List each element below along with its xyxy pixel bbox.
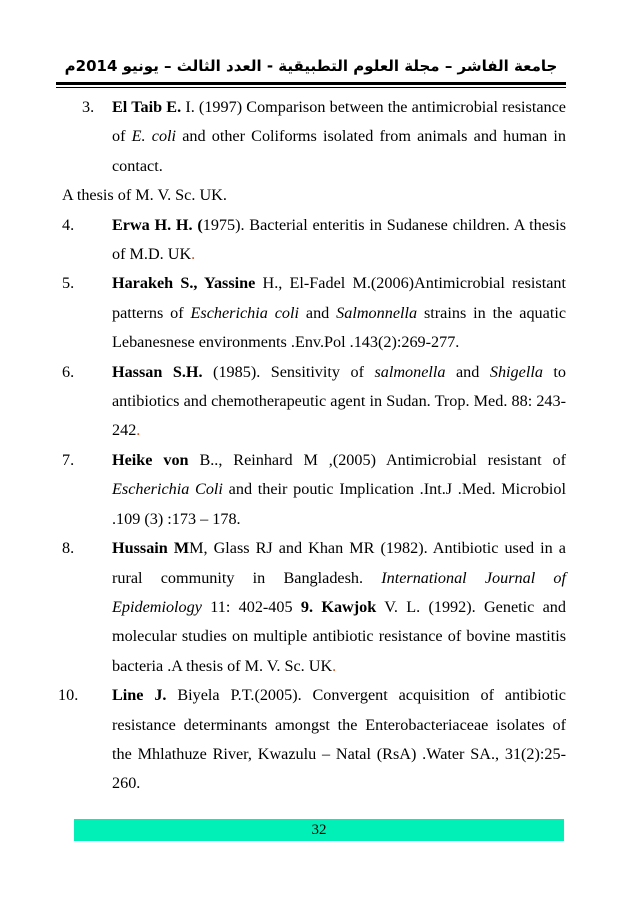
reference-author: Kawjok bbox=[321, 597, 377, 616]
reference-italic: Salmonnella bbox=[336, 303, 418, 322]
reference-text: 11: 402-405 bbox=[201, 597, 301, 616]
reference-italic: Escherichia coli bbox=[190, 303, 299, 322]
reference-text: M, Glass RJ and Khan MR (1982). Antibiotic used in a rural community in Bangladesh. bbox=[112, 539, 566, 587]
page-number-bar bbox=[74, 819, 564, 841]
reference-text: and other Coliforms isolated from animals and human in contact. bbox=[112, 127, 566, 175]
reference-italic: E. coli bbox=[131, 127, 177, 146]
reference-number-9: 9. bbox=[300, 597, 314, 616]
reference-6 bbox=[62, 358, 566, 446]
reference-7 bbox=[62, 446, 566, 534]
reference-author: Harakeh S., Yassine bbox=[112, 274, 256, 293]
reference-text: to antibiotics and chemotherapeutic agent in Sudan. Trop. Med. 88: 243-242 bbox=[112, 362, 566, 440]
reference-italic: Escherichia Coli bbox=[112, 480, 223, 499]
header-rule-thin bbox=[56, 87, 566, 88]
reference-10 bbox=[58, 681, 566, 799]
reference-text: and bbox=[299, 303, 337, 322]
reference-3 bbox=[62, 93, 566, 181]
reference-number: 5. bbox=[62, 274, 75, 293]
reference-text: . bbox=[191, 245, 196, 264]
reference-text: (1985). Sensitivity of bbox=[202, 362, 375, 381]
reference-text: I. (1997) Comparison between the antimicrobial resistance of bbox=[112, 98, 566, 146]
reference-number: 8. bbox=[62, 539, 75, 558]
reference-author: Hassan S.H. bbox=[112, 362, 203, 381]
reference-number: 3. bbox=[82, 98, 95, 116]
reference-4 bbox=[62, 211, 566, 270]
reference-number: 6. bbox=[62, 362, 75, 381]
reference-text: V. L. (1992). Genetic and molecular studies on multiple antibiotic resistance of bovine mastitis bacteria .A thesis of M. V. Sc. UK bbox=[112, 597, 566, 675]
reference-italic: salmonella bbox=[374, 362, 446, 381]
reference-author: Hussain M bbox=[112, 539, 190, 558]
reference-italic: International Journal of Epidemiology bbox=[112, 568, 566, 616]
reference-number: 4. bbox=[62, 215, 75, 234]
reference-text: 1975). Bacterial enteritis in Sudanese children. A thesis of M.D. UK bbox=[112, 215, 566, 264]
reference-text: and their poutic Implication .Int.J .Med. Microbiol .109 (3) :173 – 178. bbox=[112, 480, 566, 528]
reference-text: . bbox=[136, 421, 141, 440]
reference-8 bbox=[62, 534, 566, 681]
reference-author: El Taib E. bbox=[112, 98, 182, 116]
reference-text: strains in the aquatic Lebanesnese environments .Env.Pol .143(2):269-277. bbox=[112, 303, 567, 352]
reference-number: 10. bbox=[58, 686, 79, 705]
reference-italic: Shigella bbox=[489, 362, 543, 381]
reference-text: . bbox=[332, 656, 337, 675]
header-rule-thick bbox=[56, 82, 566, 85]
reference-author: Heike von bbox=[112, 450, 189, 469]
journal-header: جامعة الفاشر – مجلة العلوم التطبيقية - العدد الثالث – يونيو 2014م bbox=[64, 57, 558, 75]
reference-list bbox=[58, 93, 567, 799]
page-number: 32 bbox=[311, 822, 327, 838]
reference-3-thesis: A thesis of M. V. Sc. UK. bbox=[62, 186, 227, 205]
reference-author: Line J. bbox=[112, 686, 167, 705]
reference-text: and bbox=[445, 362, 490, 381]
reference-number: 7. bbox=[62, 450, 75, 469]
reference-text: Biyela P.T.(2005). Convergent acquisition of antibiotic resistance determinants amongst the Enterobacteriaceae isolates of the Mhlathuze River, Kwazulu – Natal (RsA) .Water SA., 31(2):25-260. bbox=[112, 686, 566, 793]
reference-text: H., El-Fadel M.(2006)Antimicrobial resistant patterns of bbox=[112, 274, 567, 322]
reference-5 bbox=[62, 269, 566, 357]
reference-author: Erwa H. H. ( bbox=[112, 215, 203, 234]
reference-text: B.., Reinhard M ,(2005) Antimicrobial resistant of bbox=[188, 450, 566, 469]
